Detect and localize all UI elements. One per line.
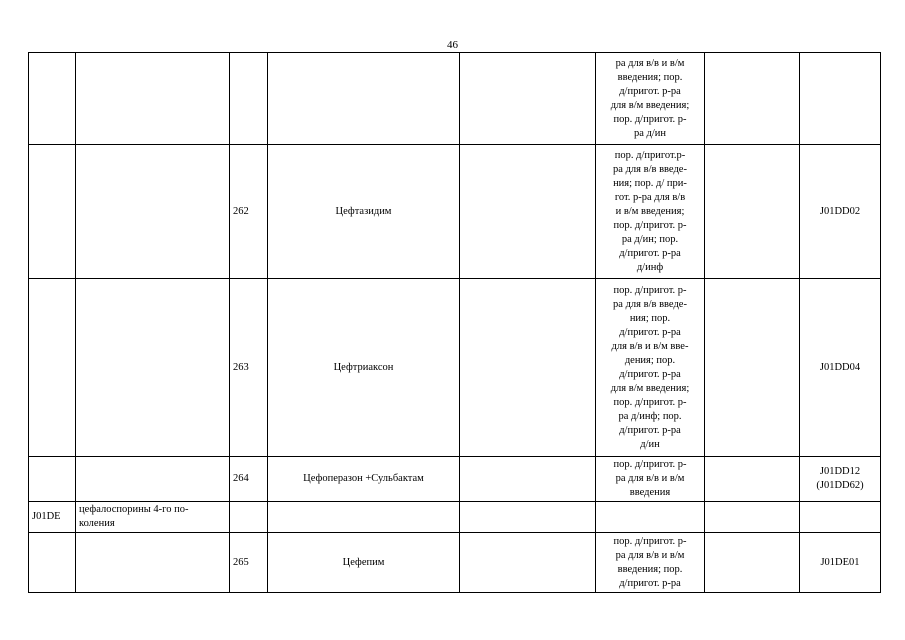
dosage-form-line: пор. д/пригот. р- <box>613 535 687 547</box>
empty-cell <box>460 145 596 279</box>
dosage-form-line: д/ин <box>640 438 660 450</box>
dosage-form-line: д/пригот. р-ра <box>619 368 681 380</box>
drug-table <box>28 52 881 593</box>
note-cell <box>705 53 800 145</box>
atc-group-code-cell <box>29 533 76 593</box>
atc-code-line: J01DD02 <box>819 205 861 217</box>
dosage-form-line: д/пригот. р-ра <box>619 247 681 259</box>
dosage-form-line: ра для в/в и в/м <box>615 549 685 561</box>
dosage-form-line: пор. д/пригот. р- <box>613 284 687 296</box>
note-cell <box>705 502 800 533</box>
drug-name-cell: Цефтриаксон <box>268 279 460 457</box>
dosage-form-line: д/пригот. р-ра <box>619 577 681 589</box>
dosage-form-line: д/пригот. р-ра <box>619 85 681 97</box>
atc-code-cell <box>800 533 881 593</box>
dosage-form-line: ра для в/в и в/м <box>615 473 685 484</box>
atc-group-name-cell: цефалоспорины 4-го по- коления <box>76 502 230 533</box>
atc-group-code-cell <box>29 279 76 457</box>
table-row <box>29 457 881 502</box>
atc-group-name-cell <box>76 53 230 145</box>
note-cell <box>705 457 800 502</box>
dosage-form-line: для в/м введения; <box>610 99 690 111</box>
atc-group-name-cell <box>76 457 230 502</box>
atc-code-line: J01DE01 <box>820 556 860 568</box>
dosage-form-cell <box>596 502 705 533</box>
dosage-form-line: пор. д/пригот. р- <box>613 113 687 125</box>
dosage-form-line: пор. д/пригот. р- <box>613 396 687 408</box>
page-number: 46 <box>447 39 458 51</box>
empty-cell <box>460 279 596 457</box>
atc-code-cell <box>800 502 881 533</box>
empty-cell <box>460 457 596 502</box>
dosage-form-cell <box>596 533 705 593</box>
dosage-form-cell <box>596 457 705 502</box>
empty-cell <box>460 502 596 533</box>
atc-code-cell <box>800 53 881 145</box>
dosage-form-line: ра д/инф; пор. <box>618 410 682 422</box>
item-number-cell <box>230 502 268 533</box>
table-body <box>29 53 881 593</box>
atc-group-name-cell <box>76 533 230 593</box>
atc-code-line: J01DD12 <box>819 466 861 477</box>
dosage-form-line: для в/м введения; <box>610 382 690 394</box>
dosage-form-line: д/пригот. р-ра <box>619 326 681 338</box>
atc-code-cell <box>800 145 881 279</box>
atc-group-name-cell <box>76 279 230 457</box>
item-number-cell <box>230 53 268 145</box>
table-row <box>29 533 881 593</box>
dosage-form-line: дения; пор. <box>624 354 676 366</box>
empty-cell <box>460 53 596 145</box>
dosage-form-line: для в/в и в/м вве- <box>611 340 689 352</box>
drug-name-cell: Цефоперазон +Сульбактам <box>268 457 460 502</box>
table-row <box>29 53 881 145</box>
table-row <box>29 502 881 533</box>
dosage-form-line: пор. д/пригот. р- <box>613 459 687 470</box>
dosage-form-line: гот. р-ра для в/в <box>614 191 686 203</box>
atc-group-code-cell <box>29 145 76 279</box>
drug-name-cell <box>268 502 460 533</box>
dosage-form-line: и в/м введения; <box>615 205 685 217</box>
table-row <box>29 279 881 457</box>
note-cell <box>705 145 800 279</box>
atc-group-code-cell <box>29 53 76 145</box>
item-number-cell: 264 <box>230 457 268 502</box>
drug-name-cell <box>268 53 460 145</box>
atc-code-cell <box>800 279 881 457</box>
note-cell <box>705 279 800 457</box>
dosage-form-line: ра д/ин <box>633 127 667 139</box>
atc-code-line: J01DD04 <box>819 361 861 373</box>
empty-cell <box>460 533 596 593</box>
dosage-form-cell <box>596 279 705 457</box>
dosage-form-line: д/пригот. р-ра <box>619 424 681 436</box>
dosage-form-line: ра для в/в и в/м <box>615 57 685 69</box>
note-cell <box>705 533 800 593</box>
item-number-cell: 263 <box>230 279 268 457</box>
dosage-form-cell <box>596 53 705 145</box>
dosage-form-line: ра для в/в введе- <box>613 163 687 175</box>
dosage-form-line: введения <box>629 487 671 498</box>
dosage-form-line: ния; пор. <box>629 312 671 324</box>
dosage-form-line: введения; пор. <box>617 71 683 83</box>
atc-group-code-cell: J01DE <box>29 502 76 533</box>
drug-name-cell: Цефтазидим <box>268 145 460 279</box>
drug-name-cell: Цефепим <box>268 533 460 593</box>
atc-code-cell <box>800 457 881 502</box>
item-number-cell: 265 <box>230 533 268 593</box>
dosage-form-line: ра д/ин; пор. <box>621 233 679 245</box>
item-number-cell: 262 <box>230 145 268 279</box>
table-row <box>29 145 881 279</box>
atc-group-code-cell <box>29 457 76 502</box>
dosage-form-line: ра для в/в введе- <box>613 298 687 310</box>
atc-code-line: (J01DD62) <box>816 480 864 491</box>
dosage-form-line: д/инф <box>636 261 664 273</box>
dosage-form-line: пор. д/пригот.р- <box>614 149 686 161</box>
dosage-form-line: пор. д/пригот. р- <box>613 219 687 231</box>
dosage-form-line: ния; пор. д/ при- <box>613 177 687 189</box>
atc-group-name-cell <box>76 145 230 279</box>
dosage-form-cell <box>596 145 705 279</box>
dosage-form-line: введения; пор. <box>617 563 683 575</box>
